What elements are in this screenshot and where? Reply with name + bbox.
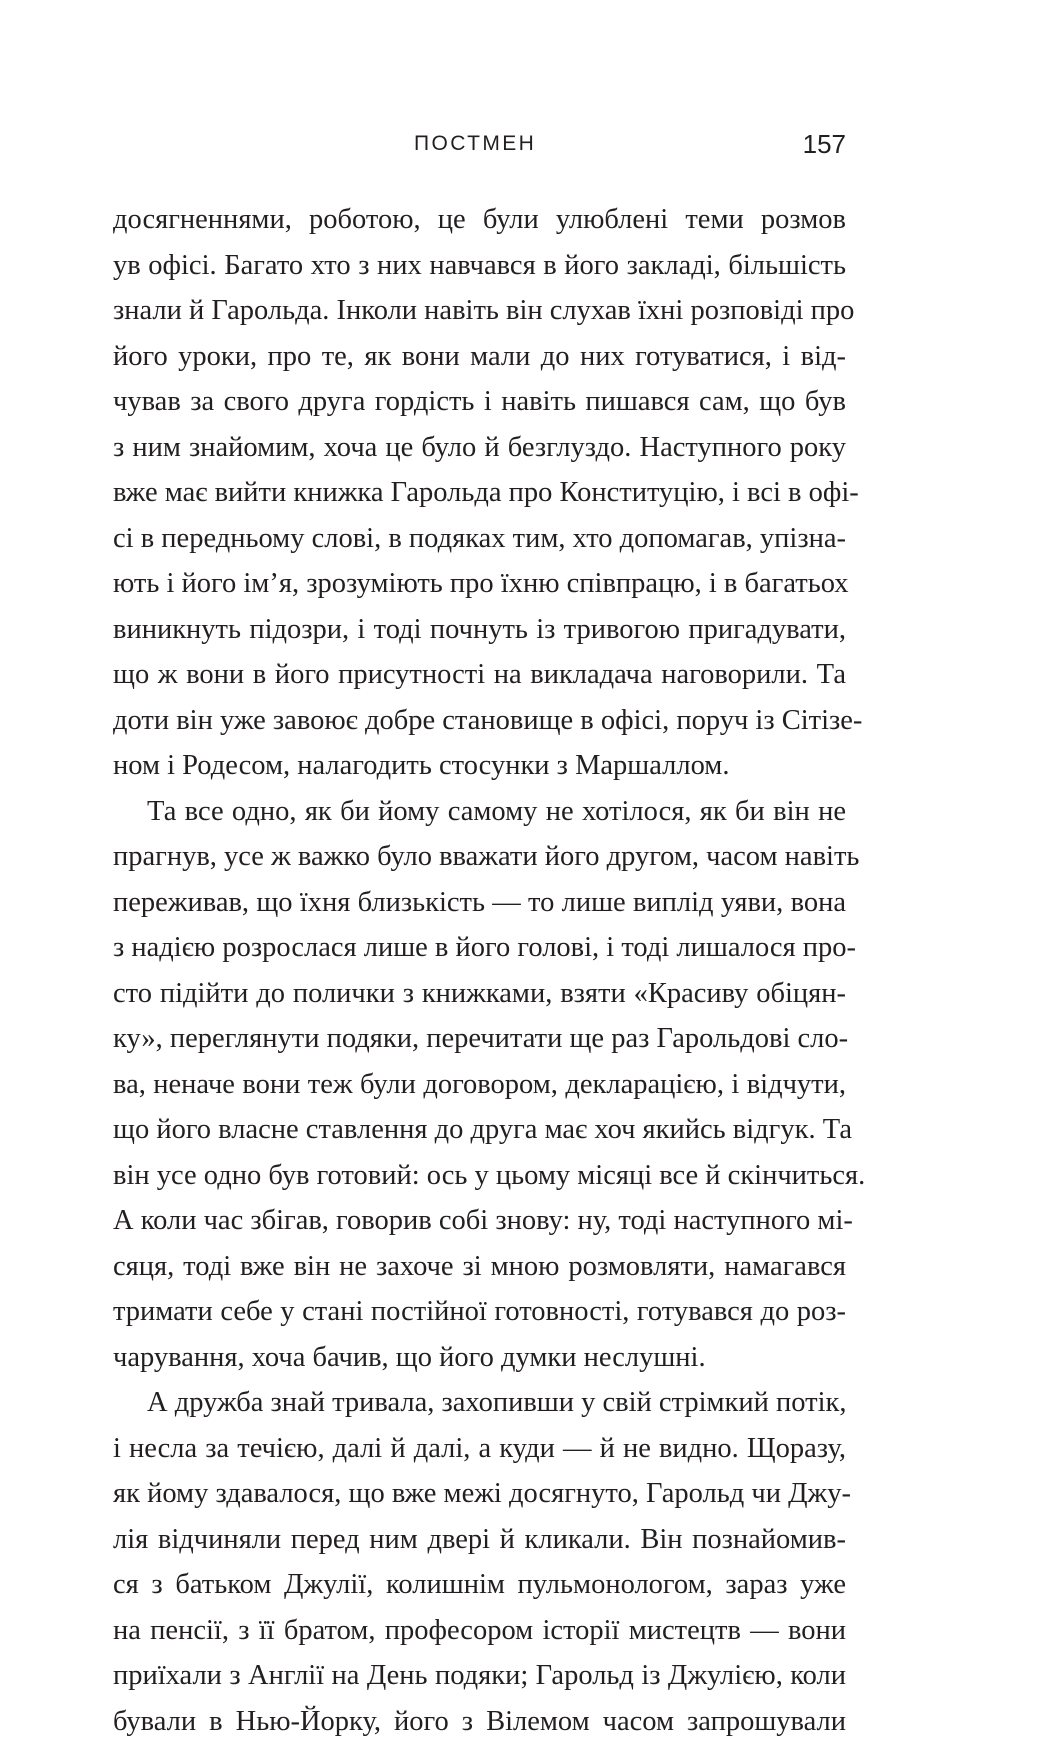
text-line: з надією розрослася лише в його голові, і тоді лишалося про- (113, 925, 846, 971)
text-line: знали й Гарольда. Інколи навіть він слухав їхні розповіді про (113, 288, 846, 334)
paragraph (113, 789, 846, 1381)
text-line: що ж вони в його присутності на викладача наговорили. Та (113, 652, 846, 698)
text-line: ку», переглянути подяки, перечитати ще раз Гарольдові сло- (113, 1016, 846, 1062)
paragraph (113, 1380, 846, 1744)
text-line: Та все одно, як би йому самому не хотілося, як би він не (113, 789, 846, 835)
running-head (0, 124, 1063, 164)
text-line: ють і його ім’я, зрозуміють про їхню співпрацю, і в багатьох (113, 561, 846, 607)
text-line: його уроки, про те, як вони мали до них готуватися, і від- (113, 334, 846, 380)
paragraph (113, 197, 846, 789)
running-title: ПОСТМЕН (414, 124, 536, 164)
text-line: що його власне ставлення до друга має хоч якийсь відгук. Та (113, 1107, 846, 1153)
text-line: прагнув, усе ж важко було вважати його другом, часом навіть (113, 834, 846, 880)
text-line: сі в передньому слові, в подяках тим, хто допомагав, упізна- (113, 516, 846, 562)
text-line: з ним знайомим, хоча це було й безглуздо. Наступного року (113, 425, 846, 471)
page-number: 157 (803, 124, 846, 164)
text-line: переживав, що їхня близькість — то лише виплід уяви, вона (113, 880, 846, 926)
text-line: бували в Нью-Йорку, його з Вілемом часом запрошували (113, 1699, 846, 1744)
text-line: на пенсії, з її братом, професором історії мистецтв — вони (113, 1608, 846, 1654)
text-line: А коли час збігав, говорив собі знову: ну, тоді наступного мі- (113, 1198, 846, 1244)
text-line: чував за свого друга гордість і навіть пишався сам, що був (113, 379, 846, 425)
text-line: сяця, тоді вже він не захоче зі мною розмовляти, намагався (113, 1244, 846, 1290)
text-line: досягненнями, роботою, це були улюблені теми розмов (113, 197, 846, 243)
text-line: він усе одно був готовий: ось у цьому місяці все й скінчиться. (113, 1153, 846, 1199)
body-text (113, 197, 846, 1744)
text-line: сто підійти до полички з книжками, взяти «Красиву обіцян- (113, 971, 846, 1017)
text-line: виникнуть підозри, і тоді почнуть із тривогою пригадувати, (113, 607, 846, 653)
text-line: лія відчиняли перед ним двері й кликали. Він познайомив- (113, 1517, 846, 1563)
text-line: доти він уже завоює добре становище в офісі, поруч із Сітізе- (113, 698, 846, 744)
text-line: ва, неначе вони теж були договором, декларацією, і відчути, (113, 1062, 846, 1108)
text-line: ном і Родесом, налагодить стосунки з Маршаллом. (113, 743, 846, 789)
text-line: тримати себе у стані постійної готовності, готувався до роз- (113, 1289, 846, 1335)
text-line: приїхали з Англії на День подяки; Гарольд із Джулією, коли (113, 1653, 846, 1699)
text-line: чарування, хоча бачив, що його думки неслушні. (113, 1335, 846, 1381)
text-line: ся з батьком Джулії, колишнім пульмонологом, зараз уже (113, 1562, 846, 1608)
text-line: А дружба знай тривала, захопивши у свій стрімкий потік, (113, 1380, 846, 1426)
text-line: вже має вийти книжка Гарольда про Конституцію, і всі в офі- (113, 470, 846, 516)
text-line: і несла за течією, далі й далі, а куди — й не видно. Щоразу, (113, 1426, 846, 1472)
text-line: ув офісі. Багато хто з них навчався в його закладі, більшість (113, 243, 846, 289)
text-line: як йому здавалося, що вже межі досягнуто, Гарольд чи Джу- (113, 1471, 846, 1517)
